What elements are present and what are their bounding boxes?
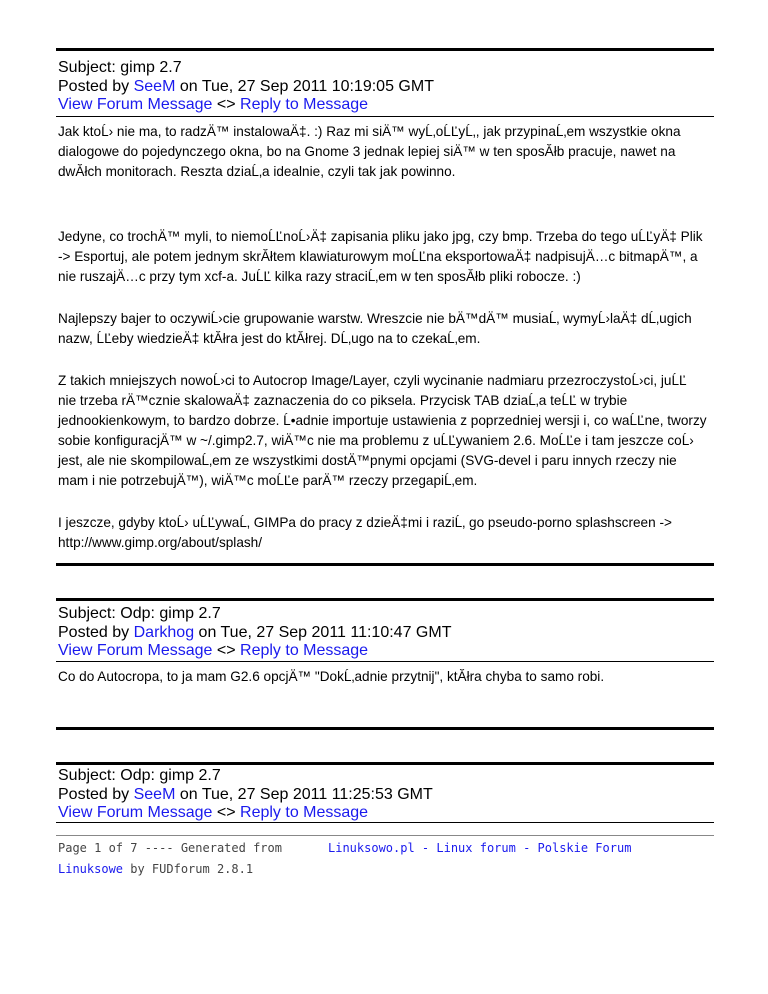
posted-by-line: Posted by SeeM on Tue, 27 Sep 2011 11:25:53 GMT	[58, 785, 433, 803]
post-date: Tue, 27 Sep 2011 11:25:53 GMT	[201, 785, 433, 803]
post-paragraph: I jeszcze, gdyby ktoĹ› uĹĽywaĹ‚ GIMPa do pracy z dzieÄ‡mi i raziĹ‚ go pseudo-porno splashscreen -> http://www.gimp.org/about/splash/	[58, 515, 672, 550]
reply-to-message-link[interactable]: Reply to Message	[240, 96, 369, 113]
actions-line: View Forum Message <> Reply to Message	[58, 96, 369, 113]
post-header-divider	[56, 822, 714, 823]
author-link[interactable]: SeeM	[133, 785, 176, 803]
post-subject: Odp: gimp 2.7	[120, 605, 221, 622]
footer-divider	[56, 835, 714, 836]
view-forum-message-link[interactable]: View Forum Message	[58, 642, 213, 659]
footer-site	[328, 838, 631, 859]
post-subject: Odp: gimp 2.7	[120, 767, 221, 784]
post-header-divider	[56, 661, 714, 662]
post-separator-top	[56, 762, 714, 765]
post-date: Tue, 27 Sep 2011 10:19:05 GMT	[201, 77, 434, 95]
post-paragraph: Z takich mniejszych nowoĹ›ci to Autocrop Image/Layer, czyli wycinanie nadmiaru przezroczystoĹ›ci, juĹĽ nie trzeba rÄ™cznie skalowaÄ‡ zaznaczenia do co piksela. Przycisk TAB dziaĹ‚a teĹĽ w trybie jednookienkowym, to bardzo dobrze. Ĺ•adnie importuje ustawienia z poprzedniej wersji i, co waĹĽne, tworzy sobie konfiguracjÄ™ w ~/.gimp2.7, wiÄ™c nie ma problemu z uĹĽywaniem 2.6. MoĹĽe i tam jeszcze coĹ› jest, ale nie skompilowaĹ‚em ze wszystkimi dostÄ™pnymi opcjami (SVG-devel i paru innych rzeczy nie mam i nie potrzebujÄ™), wiÄ™c moĹĽe parÄ™ rzeczy przegapiĹ‚em.	[58, 373, 707, 488]
actions-line: View Forum Message <> Reply to Message	[58, 804, 369, 821]
posted-by-line: Posted by SeeM on Tue, 27 Sep 2011 10:19:05 GMT	[58, 77, 434, 95]
post-header	[58, 59, 434, 115]
post-separator-top	[56, 598, 714, 601]
generator-link[interactable]: Linuksowe	[58, 862, 124, 876]
author-link[interactable]: SeeM	[133, 77, 176, 95]
post-separator-bottom	[56, 727, 714, 730]
post-paragraph: Jedyne, co trochÄ™ myli, to niemoĹĽnoĹ›Ä‡ zapisania pliku jako jpg, czy bmp. Trzeba do tego uĹĽyÄ‡ Plik -> Esportuj, ale potem jednym skrĂłtem klawiaturowym moĹĽna eksportowaÄ‡ nadpisujÄ…c bitmapÄ™, a nie ruszajÄ…c przy tym xcf-a. JuĹĽ kilka razy straciĹ‚em w ten sposĂłb pliki robocze. :)	[58, 229, 703, 284]
reply-to-message-link[interactable]: Reply to Message	[240, 804, 369, 821]
posted-by-line: Posted by Darkhog on Tue, 27 Sep 2011 11:10:47 GMT	[58, 623, 452, 641]
post-subject: gimp 2.7	[120, 59, 182, 76]
actions-line: View Forum Message <> Reply to Message	[58, 642, 369, 659]
post-separator-top	[56, 48, 714, 51]
view-forum-message-link[interactable]: View Forum Message	[58, 804, 213, 821]
post-separator-bottom	[56, 563, 714, 566]
post-body	[58, 667, 708, 709]
post-body	[58, 122, 708, 575]
author-link[interactable]: Darkhog	[133, 623, 195, 641]
post-header	[58, 605, 451, 661]
post-paragraph: Co do Autocropa, to ja mam G2.6 opcjÄ™ "DokĹ‚adnie przytnij", ktĂłra chyba to samo robi.	[58, 669, 605, 684]
post-date: Tue, 27 Sep 2011 11:10:47 GMT	[220, 623, 452, 641]
post-paragraph: Najlepszy bajer to oczywiĹ›cie grupowanie warstw. Wreszcie nie bÄ™dÄ™ musiaĹ‚ wymyĹ›laÄ‡ dĹ‚ugich nazw, ĹĽeby wiedzieÄ‡ ktĂłra jest do ktĂłrej. DĹ‚ugo na to czekaĹ‚em.	[58, 311, 692, 346]
view-forum-message-link[interactable]: View Forum Message	[58, 96, 213, 113]
post-paragraph: Jak ktoĹ› nie ma, to radzÄ™ instalowaÄ‡. :) Raz mi siÄ™ wyĹ‚oĹĽyĹ‚, jak przypinaĹ‚em wszystkie okna dialogowe do pojedynczego okna, bo na Gnome 3 jednak lepiej siÄ™ w ten sposĂłb pracuje, nawet na dwĂłch monitorach. Reszta dziaĹ‚a idealnie, czyli tak jak powinno.	[58, 124, 681, 179]
subject-line: Subject: Odp: gimp 2.7	[58, 605, 221, 622]
subject-line: Subject: Odp: gimp 2.7	[58, 767, 221, 784]
reply-to-message-link[interactable]: Reply to Message	[240, 642, 369, 659]
subject-line: Subject: gimp 2.7	[58, 59, 182, 76]
post-header	[58, 767, 433, 823]
footer-page-info: Page 1 of 7 ---- Generated from Linuksowe by FUDforum 2.8.1	[58, 841, 282, 876]
post-header-divider	[56, 116, 714, 117]
site-link[interactable]: Linuksowo.pl - Linux forum - Polskie Forum	[328, 841, 632, 855]
